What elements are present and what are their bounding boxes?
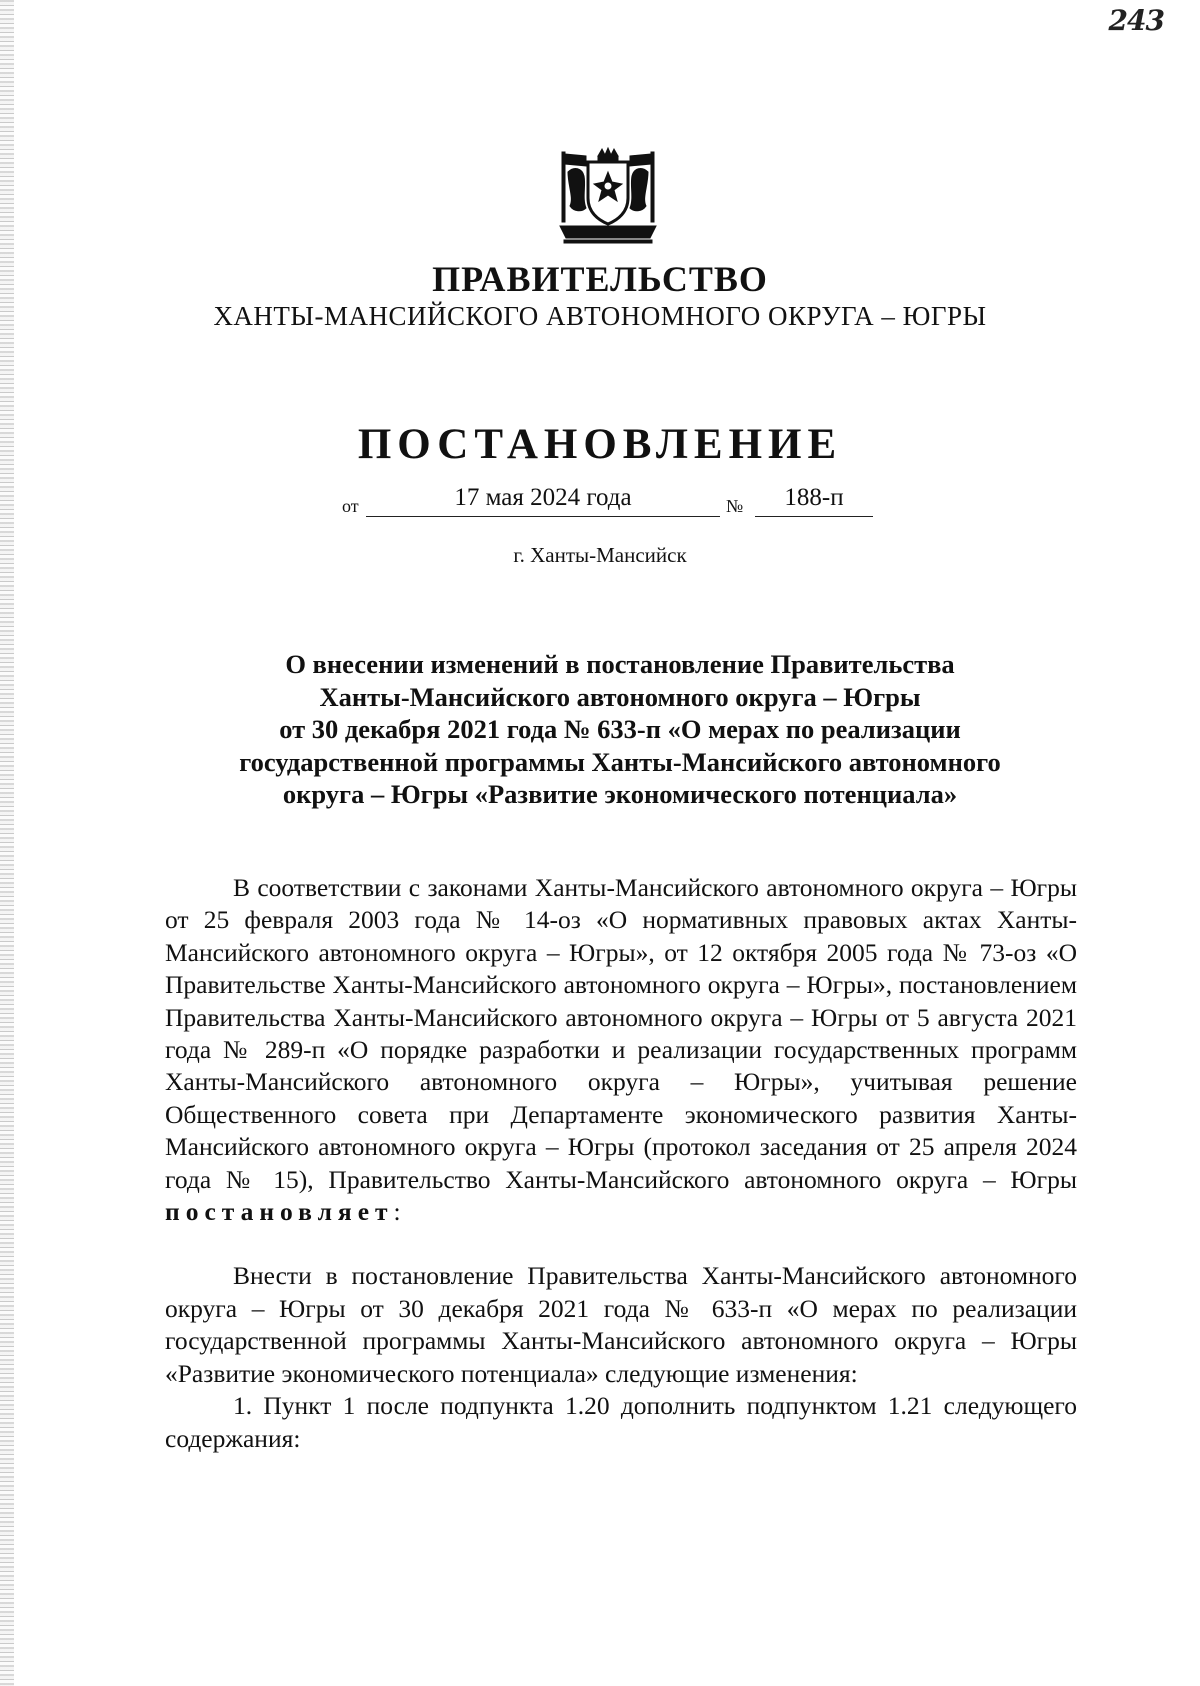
government-title: ПРАВИТЕЛЬСТВО	[432, 259, 768, 299]
paragraph-gap	[165, 1228, 1077, 1260]
amendment-paragraph: Внести в постановление Правительства Ханты-Мансийского автономного округа – Югры от 30 декабря 2021 года № 633-п «О мерах по реализации государственной программы Ханты-Мансийского автономного округа – Югры «Развитие экономического потенциала» следующие изменения:	[165, 1261, 1077, 1388]
document-city: г. Ханты-Мансийск	[513, 543, 687, 567]
subject-line: округа – Югры «Развитие экономического потенциала»	[282, 779, 958, 809]
number-prefix: №	[726, 496, 744, 516]
document-number: 188-п	[755, 484, 873, 517]
subject-line: Ханты-Мансийского автономного округа – Югры	[319, 681, 921, 712]
subject-line: от 30 декабря 2021 года № 633-п «О мерах по реализации	[279, 714, 961, 744]
preamble-paragraph	[165, 872, 1077, 1228]
subject-line: государственной программы Ханты-Мансийского автономного	[239, 746, 1001, 777]
date-prefix: от	[342, 496, 359, 516]
region-title: ХАНТЫ-МАНСИЙСКОГО АВТОНОМНОГО ОКРУГА – ЮГРЫ	[213, 301, 987, 331]
document-body	[165, 872, 1077, 1455]
resolves-word: постановляет	[165, 1197, 394, 1227]
coat-of-arms-icon	[552, 146, 664, 246]
document-type: ПОСТАНОВЛЕНИЕ	[357, 421, 843, 468]
subject-line: О внесении изменений в постановление Правительства	[285, 649, 955, 679]
scan-edge	[0, 0, 14, 1686]
item-1-paragraph: 1. Пункт 1 после подпункта 1.20 дополнить подпунктом 1.21 следующего содержания:	[165, 1391, 1077, 1453]
preamble-text: В соответствии с законами Ханты-Мансийского автономного округа – Югры от 25 февраля 2003 года № 14-оз «О нормативных правовых актах Ханты-Мансийского автономного округа – Югры», от 12 октября 2005 года № 73-оз «О Правительстве Ханты-Мансийского автономного округа – Югры», постановлением Правительства Ханты-Мансийского автономного округа – Югры от 5 августа 2021 года № 289-п «О порядке разработки и реализации государственных программ Ханты-Мансийского автономного округа – Югры», учитывая решение Общественного совета при Департаменте экономического развития Ханты-Мансийского автономного округа – Югры (протокол заседания от 25 апреля 2024 года № 15), Правительство Ханты-Мансийского автономного округа – Югры	[165, 873, 1077, 1194]
document-date: 17 мая 2024 года	[366, 484, 720, 517]
document-meta	[0, 484, 1200, 524]
handwritten-page-number: 243	[1108, 4, 1164, 37]
resolves-punct: :	[393, 1197, 401, 1227]
document-subject	[190, 648, 1050, 811]
